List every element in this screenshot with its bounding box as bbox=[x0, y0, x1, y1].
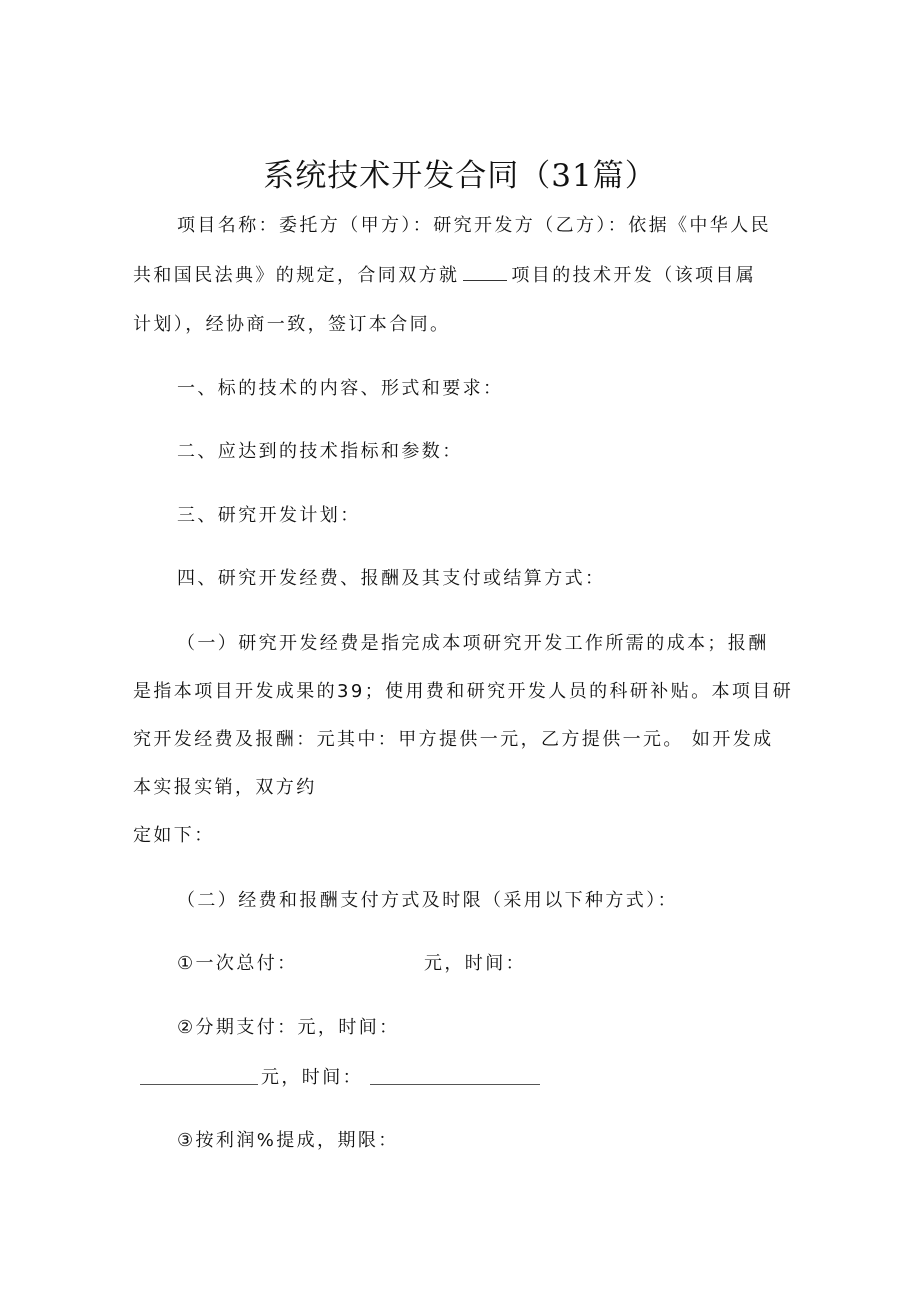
clause-1-line-3: 究开发经费及报酬：元其中：甲方提供一元，乙方提供一元。 如开发成 bbox=[133, 729, 774, 750]
project-name-blank bbox=[463, 280, 507, 281]
installment-time-blank bbox=[370, 1084, 540, 1085]
intro-line-2 bbox=[133, 264, 756, 288]
clause-2-heading: （二）经费和报酬支付方式及时限（采用以下种方式）： bbox=[177, 890, 678, 911]
intro-line-2-after-blank: 项目的技术开发（该项目属 bbox=[511, 265, 757, 286]
payment-option-3-label: ③按利润%提成，期限： bbox=[177, 1130, 399, 1151]
clause-1-line-5: 定如下： bbox=[133, 825, 215, 846]
section-1-heading: 一、标的技术的内容、形式和要求： bbox=[177, 378, 504, 399]
payment-option-1-label: ①一次总付： bbox=[177, 953, 298, 974]
section-3-heading: 三、研究开发计划： bbox=[177, 505, 361, 526]
clause-1-line-2: 是指本项目开发成果的39；使用费和研究开发人员的科研补贴。本项目研 bbox=[133, 681, 794, 702]
section-4-heading: 四、研究开发经费、报酬及其支付或结算方式： bbox=[177, 568, 606, 589]
document-title: 系统技术开发合同（31篇） bbox=[263, 158, 657, 194]
intro-line-3: 计划），经协商一致，签订本合同。 bbox=[133, 314, 451, 335]
section-2-heading: 二、应达到的技术指标和参数： bbox=[177, 441, 463, 462]
clause-1-line-1: （一）研究开发经费是指完成本项研究开发工作所需的成本；报酬 bbox=[177, 633, 769, 654]
payment-option-2-label: ②分期支付：元，时间： bbox=[177, 1017, 400, 1038]
intro-line-1: 项目名称：委托方（甲方）：研究开发方（乙方）：依据《中华人民 bbox=[177, 215, 771, 236]
payment-option-2-sub: 元，时间： bbox=[261, 1067, 363, 1088]
intro-line-2-before-blank: 共和国民法典》的规定，合同双方就 bbox=[133, 265, 460, 286]
payment-option-1-tail: 元，时间： bbox=[424, 953, 526, 974]
installment-amount-blank bbox=[140, 1084, 258, 1085]
clause-1-line-4: 本实报实销，双方约 bbox=[133, 777, 317, 798]
